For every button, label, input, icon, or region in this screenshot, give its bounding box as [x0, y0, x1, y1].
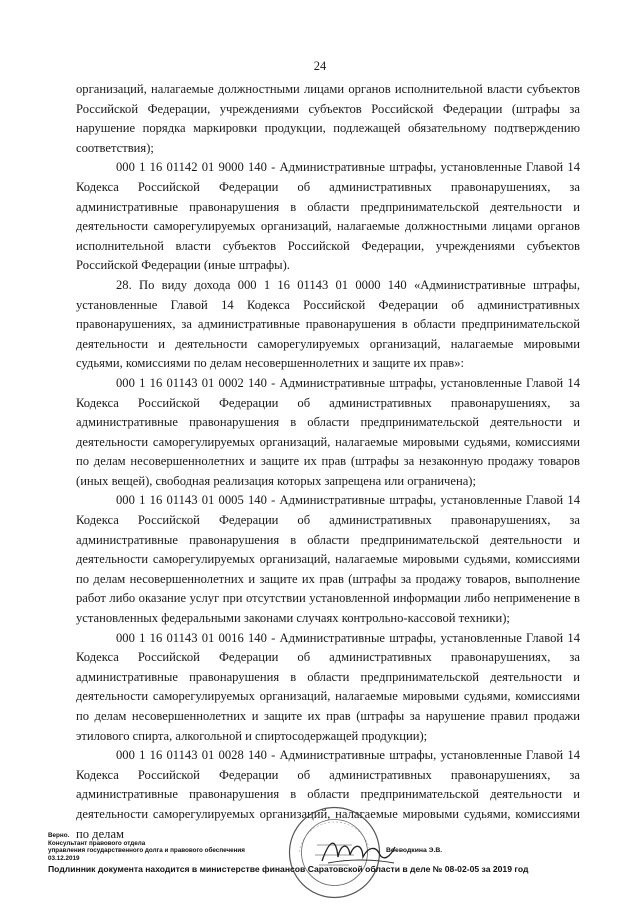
- page-number: 24: [313, 59, 327, 73]
- paragraph: 000 1 16 01143 01 0002 140 - Административные штрафы, установленные Главой 14 Кодекса Российской Федерации об административных правонарушениях, за административные правонарушения в области предпринимательской деятельности и деятельности саморегулируемых организаций, налагаемые мировыми судьями, комиссиями по делам несовершеннолетних и защите их прав (штрафы за незаконную продажу товаров (иных вещей), свободная реализация которых запрещена или ограничена);: [76, 375, 580, 488]
- signer-name: Воеводкина Э.В.: [386, 847, 443, 854]
- paragraph: 000 1 16 01143 01 0005 140 - Административные штрафы, установленные Главой 14 Кодекса Российской Федерации об административных правонарушениях, за административные правонарушения в области предпринимательской деятельности и деятельности саморегулируемых организаций, налагаемые мировыми судьями, комиссиями по делам несовершеннолетних и защите их прав (штрафы за продажу товаров, выполнение работ либо оказание услуг при отсутствии установленной информации либо неприменение в установленных федеральными законами случаях контрольно-кассовой техники);: [76, 493, 580, 626]
- signer-position: Консультант правового отдела: [48, 839, 146, 847]
- paragraph: 28. По виду дохода 000 1 16 01143 01 0000 140 «Административные штрафы, установленные Главой 14 Кодекса Российской Федерации об административных правонарушениях, за административные правонарушения в области предпринимательской деятельности и деятельности саморегулируемых организаций, налагаемые мировыми судьями, комиссиями по делам несовершеннолетних и защите их прав»:: [76, 277, 580, 371]
- paragraph: 000 1 16 01143 01 0028 140 - Административные штрафы, установленные Главой 14 Кодекса Российской Федерации об административных правонарушениях, за административные правонарушения в области предпринимательской деятельности и деятельности саморегулируемых организаций, налагаемые мировыми судьями, комиссиями по делам: [76, 748, 580, 841]
- certification-date: 03.12.2019: [48, 854, 80, 862]
- original-location-note: Подлинник документа находится в министерстве финансов Саратовской области в деле № 08-02-05 за 2019 год: [48, 864, 529, 875]
- document-body: [76, 80, 580, 844]
- certification-footer: [48, 832, 608, 874]
- paragraph: 000 1 16 01143 01 0016 140 - Административные штрафы, установленные Главой 14 Кодекса Российской Федерации об административных правонарушениях, за административные правонарушения в области предпринимательской деятельности и деятельности саморегулируемых организаций, налагаемые мировыми судьями, комиссиями по делам несовершеннолетних и защите их прав (штрафы за нарушение правил продажи этилового спирта, алкогольной и спиртосодержащей продукции);: [76, 630, 580, 743]
- paragraph: 000 1 16 01142 01 9000 140 - Административные штрафы, установленные Главой 14 Кодекса Российской Федерации об административных правонарушениях, за административные правонарушения в области предпринимательской деятельности и деятельности саморегулируемых организаций, налагаемые должностными лицами органов исполнительной власти субъектов Российской Федерации, учреждениями субъектов Российской Федерации (иные штрафы).: [76, 160, 580, 273]
- signer-department: управления государственного долга и правового обеспечения: [48, 847, 245, 855]
- certification-label: Верно.: [48, 832, 70, 839]
- paragraph: организаций, налагаемые должностными лицами органов исполнительной власти субъектов Российской Федерации, учреждениями субъектов Российской Федерации (штрафы за нарушение порядка маркировки продукции, подлежащей обязательному подтверждению соответствия);: [76, 82, 580, 155]
